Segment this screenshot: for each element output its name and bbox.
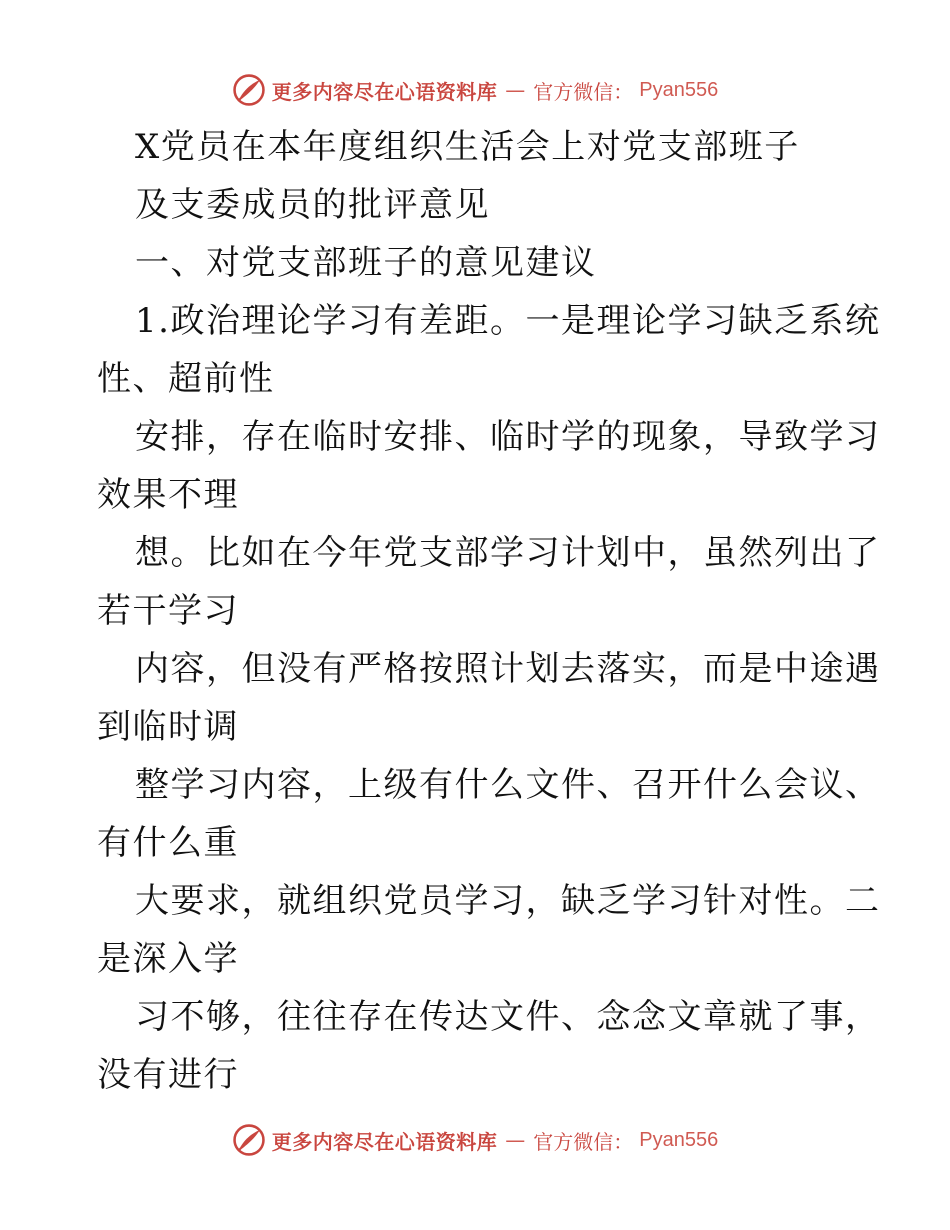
banner-wechat-id: Pyan556 <box>639 78 719 101</box>
text-line: 性、超前性 <box>97 359 275 399</box>
text-line: 想。比如在今年党支部学习计划中，虽然列出了 <box>135 533 881 573</box>
banner-text: 更多内容尽在心语资料库 <box>271 1129 498 1154</box>
banner-wechat-label: 官方微信： <box>533 1129 634 1154</box>
banner-wechat-id: Pyan556 <box>639 1128 719 1151</box>
text-line: 一、对党支部班子的意见建议 <box>135 243 597 283</box>
text-line: 安排，存在临时安排、临时学的现象，导致学习 <box>135 417 881 457</box>
document-body <box>97 118 881 1104</box>
quill-logo-icon <box>232 1123 266 1157</box>
banner-link[interactable] <box>232 73 718 107</box>
banner-link[interactable] <box>232 1123 718 1157</box>
text-line: 到临时调 <box>97 707 239 747</box>
text-line: 习不够，往往存在传达文件、念念文章就了事， <box>135 997 881 1037</box>
text-line: 大要求，就组织党员学习，缺乏学习针对性。二 <box>135 881 881 921</box>
banner-text: 更多内容尽在心语资料库 <box>271 79 498 104</box>
text-line: 内容，但没有严格按照计划去落实，而是中途遇 <box>135 649 881 689</box>
text-line: 整学习内容，上级有什么文件、召开什么会议、 <box>135 765 881 805</box>
text-line: 没有进行 <box>97 1055 239 1095</box>
text-line: 是深入学 <box>97 939 239 979</box>
quill-logo-icon <box>232 73 266 107</box>
text-line: 有什么重 <box>97 823 239 863</box>
text-line: 效果不理 <box>97 475 239 515</box>
banner-separator: — <box>505 78 526 102</box>
text-line: 及支委成员的批评意见 <box>135 185 490 225</box>
banner-separator: — <box>505 1128 526 1152</box>
footer-banner <box>0 1120 950 1160</box>
banner-wechat-label: 官方微信： <box>533 79 634 104</box>
text-line: 1.政治理论学习有差距。一是理论学习缺乏系统 <box>135 301 881 341</box>
text-line: 若干学习 <box>97 591 239 631</box>
header-banner <box>0 70 950 110</box>
text-line: X党员在本年度组织生活会上对党支部班子 <box>135 127 800 167</box>
